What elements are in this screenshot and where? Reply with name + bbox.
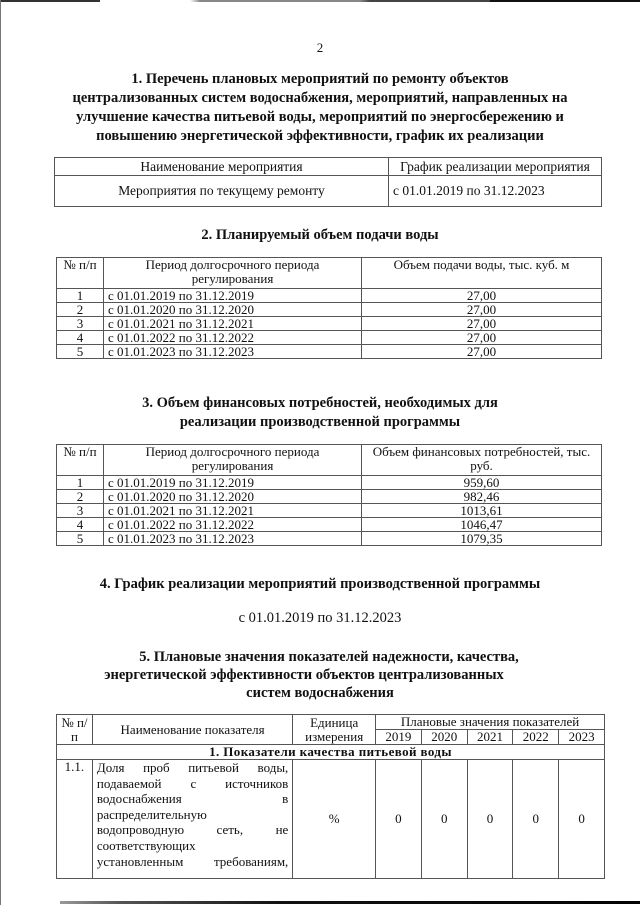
table-header-row <box>57 258 602 289</box>
row-value-2023: 0 <box>559 760 605 879</box>
table-row <box>57 476 602 490</box>
section-row <box>57 745 605 760</box>
table-row <box>57 289 602 303</box>
row-number: 1 <box>57 289 104 303</box>
section4-period: с 01.01.2019 по 31.12.2023 <box>238 610 402 626</box>
section5-title <box>0 648 640 702</box>
table-row <box>57 317 602 331</box>
row-volume: 27,00 <box>362 289 602 303</box>
activity-name: Мероприятия по текущему ремонту <box>55 176 389 207</box>
row-number: 4 <box>57 331 104 345</box>
table-row <box>57 345 602 359</box>
section1-title-line: улучшение качества питьевой воды, мероприятий по энергосбережению и <box>76 109 564 125</box>
header-year: 2019 <box>376 730 422 745</box>
row-amount: 1046,47 <box>362 518 602 532</box>
header-activity-name: Наименование мероприятия <box>55 158 389 176</box>
section3-title-line: 3. Объем финансовых потребностей, необходимых для <box>142 395 498 411</box>
indicator-name-line: Доля проб питьевой воды, <box>96 760 289 775</box>
row-number: 2 <box>57 303 104 317</box>
row-number: 1 <box>57 476 104 490</box>
row-volume: 27,00 <box>362 345 602 359</box>
section1-title-line: 1. Перечень плановых мероприятий по ремонту объектов <box>131 71 509 87</box>
header-indicator-name: Наименование показателя <box>92 715 292 745</box>
section3-title <box>0 394 640 432</box>
section-row-label: 1. Показатели качества питьевой воды <box>57 745 605 760</box>
section3-title-line: реализации производственной программы <box>179 414 461 430</box>
row-period: с 01.01.2023 по 31.12.2023 <box>104 345 362 359</box>
row-period: с 01.01.2020 по 31.12.2020 <box>104 303 362 317</box>
row-volume: 27,00 <box>362 331 602 345</box>
section1-title-line: централизованных систем водоснабжения, мероприятий, направленных на <box>72 90 568 106</box>
water-supply-table <box>56 257 602 359</box>
row-number: 5 <box>57 345 104 359</box>
header-schedule: График реализации мероприятия <box>389 158 602 176</box>
row-number: 5 <box>57 532 104 546</box>
header-year: 2021 <box>467 730 513 745</box>
page-number: 2 <box>316 40 324 55</box>
row-indicator-name <box>92 760 292 879</box>
activities-table <box>54 157 602 207</box>
table-header-row <box>57 445 602 476</box>
row-period: с 01.01.2019 по 31.12.2019 <box>104 289 362 303</box>
table-row <box>55 176 602 207</box>
indicator-name-line: установленным требованиям, <box>96 853 289 869</box>
header-number: № п/п <box>57 258 104 289</box>
row-amount: 982,46 <box>362 490 602 504</box>
row-unit: % <box>293 760 376 879</box>
table-header-row <box>55 158 602 176</box>
table-row <box>57 760 605 879</box>
table-row <box>57 532 602 546</box>
header-financial-volume: Объем финансовых потребностей, тыс. руб. <box>362 445 602 476</box>
header-planned-values: Плановые значения показателей <box>376 715 605 730</box>
activity-schedule: с 01.01.2019 по 31.12.2023 <box>389 176 602 207</box>
section5-title-line: энергетической эффективности объектов централизованных <box>104 667 504 683</box>
table-row <box>57 504 602 518</box>
row-value-2021: 0 <box>467 760 513 879</box>
scan-border-top <box>0 0 640 2</box>
table-header-row <box>57 715 605 730</box>
header-unit: Единица измерения <box>293 715 376 745</box>
row-period: с 01.01.2021 по 31.12.2021 <box>104 317 362 331</box>
row-number: 2 <box>57 490 104 504</box>
row-period: с 01.01.2022 по 31.12.2022 <box>104 518 362 532</box>
header-number: № п/п <box>57 715 93 745</box>
header-period: Период долгосрочного периода регулирования <box>104 258 362 289</box>
indicator-name-line: подаваемой с источников <box>96 775 289 791</box>
row-value-2020: 0 <box>421 760 467 879</box>
indicator-name-line: распределительную <box>96 806 207 822</box>
scan-border-bottom <box>60 901 640 904</box>
section5-title-line: систем водоснабжения <box>246 685 394 701</box>
row-amount: 959,60 <box>362 476 602 490</box>
indicator-name-line: водоснабжения в <box>96 791 289 807</box>
section1-title <box>0 70 640 146</box>
row-number: 3 <box>57 504 104 518</box>
header-year: 2020 <box>421 730 467 745</box>
section4-title: 4. График реализации мероприятий производственной программы <box>99 576 541 592</box>
table-row <box>57 331 602 345</box>
row-number: 4 <box>57 518 104 532</box>
section1-title-line: повышению энергетической эффективности, график их реализации <box>96 128 544 144</box>
header-number: № п/п <box>57 445 104 476</box>
table-row <box>57 303 602 317</box>
financial-needs-table <box>56 444 602 546</box>
row-volume: 27,00 <box>362 303 602 317</box>
table-row <box>57 490 602 504</box>
indicator-name-line: водопроводную сеть, не <box>96 822 289 838</box>
row-period: с 01.01.2023 по 31.12.2023 <box>104 532 362 546</box>
header-year: 2022 <box>513 730 559 745</box>
header-volume: Объем подачи воды, тыс. куб. м <box>362 258 602 289</box>
table-row <box>57 518 602 532</box>
row-value-2022: 0 <box>513 760 559 879</box>
row-period: с 01.01.2020 по 31.12.2020 <box>104 490 362 504</box>
indicators-table <box>56 714 605 879</box>
row-amount: 1079,35 <box>362 532 602 546</box>
row-period: с 01.01.2019 по 31.12.2019 <box>104 476 362 490</box>
row-value-2019: 0 <box>376 760 422 879</box>
section2-title: 2. Планируемый объем подачи воды <box>201 227 439 243</box>
row-period: с 01.01.2021 по 31.12.2021 <box>104 504 362 518</box>
row-period: с 01.01.2022 по 31.12.2022 <box>104 331 362 345</box>
row-number: 1.1. <box>57 760 93 879</box>
header-year: 2023 <box>559 730 605 745</box>
indicator-name-line: соответствующих <box>96 837 196 853</box>
row-volume: 27,00 <box>362 317 602 331</box>
row-number: 3 <box>57 317 104 331</box>
section5-title-line: 5. Плановые значения показателей надежности, качества, <box>139 649 519 665</box>
row-amount: 1013,61 <box>362 504 602 518</box>
header-period: Период долгосрочного периода регулирования <box>104 445 362 476</box>
